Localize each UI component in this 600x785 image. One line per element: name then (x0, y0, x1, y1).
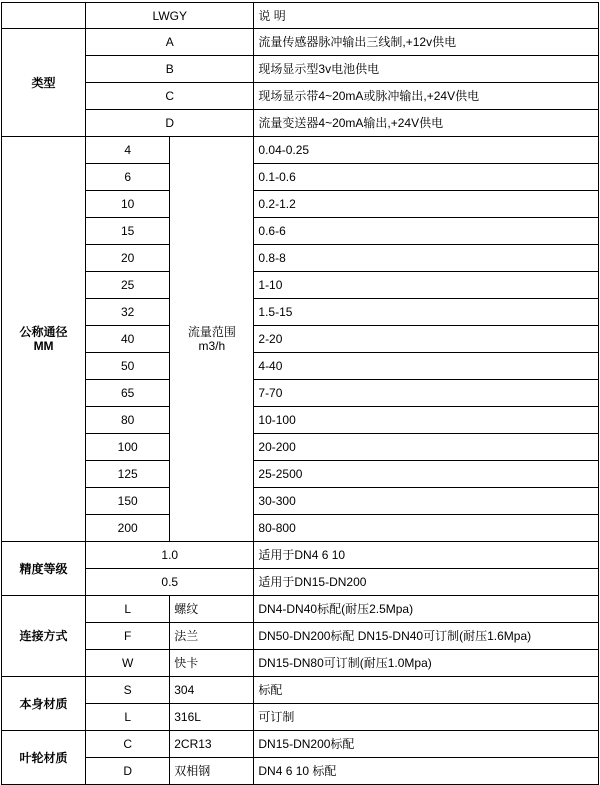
row-desc: 标配 (254, 677, 599, 704)
row-desc: 80-800 (254, 515, 599, 542)
row-code: 125 (86, 461, 170, 488)
row-code: 40 (86, 326, 170, 353)
table-row (2, 758, 599, 785)
specification-table (1, 2, 599, 785)
table-row (2, 326, 599, 353)
row-code: C (86, 731, 170, 758)
table-row (2, 218, 599, 245)
row-mid: 304 (170, 677, 254, 704)
row-code: L (86, 596, 170, 623)
row-desc: 0.1-0.6 (254, 164, 599, 191)
row-desc: DN50-DN200标配 DN15-DN40可订制(耐压1.6Mpa) (254, 623, 599, 650)
section-label-connection: 连接方式 (2, 596, 86, 677)
section-middle-label-flow-range (170, 137, 254, 542)
table-row (2, 245, 599, 272)
row-code: B (86, 56, 254, 83)
row-desc: DN15-DN200标配 (254, 731, 599, 758)
table-row (2, 488, 599, 515)
row-code: C (86, 83, 254, 110)
row-mid: 316L (170, 704, 254, 731)
row-desc: 2-20 (254, 326, 599, 353)
flow-range-line1: 流量范围 (187, 325, 236, 339)
table-row (2, 677, 599, 704)
header-description-cell: 说 明 (254, 3, 599, 29)
row-code: S (86, 677, 170, 704)
table-row (2, 137, 599, 164)
row-desc: 20-200 (254, 434, 599, 461)
row-desc: 25-2500 (254, 461, 599, 488)
row-code: 25 (86, 272, 170, 299)
row-code: W (86, 650, 170, 677)
row-mid: 快卡 (170, 650, 254, 677)
table-header-row (2, 3, 599, 29)
table-row (2, 623, 599, 650)
table-row (2, 434, 599, 461)
table-row (2, 299, 599, 326)
row-mid: 法兰 (170, 623, 254, 650)
row-desc: 0.2-1.2 (254, 191, 599, 218)
row-desc: 适用于DN4 6 10 (254, 542, 599, 569)
row-code: 4 (86, 137, 170, 164)
section-label-line2: MM (33, 339, 54, 353)
row-desc: 流量变送器4~20mA输出,+24V供电 (254, 110, 599, 137)
section-label-line1: 公称通径 (19, 325, 68, 339)
table-row (2, 164, 599, 191)
row-code: 20 (86, 245, 170, 272)
row-code: F (86, 623, 170, 650)
table-row (2, 650, 599, 677)
row-code: A (86, 29, 254, 56)
row-desc: 0.04-0.25 (254, 137, 599, 164)
section-label-nominal-diameter (2, 137, 86, 542)
table-row (2, 407, 599, 434)
row-code: 80 (86, 407, 170, 434)
table-row (2, 272, 599, 299)
row-mid: 双相钢 (170, 758, 254, 785)
table-row (2, 461, 599, 488)
row-code: 10 (86, 191, 170, 218)
table-row (2, 542, 599, 569)
row-desc: 流量传感器脉冲输出三线制,+12v供电 (254, 29, 599, 56)
row-desc: 现场显示带4~20mA或脉冲输出,+24V供电 (254, 83, 599, 110)
row-desc: 0.6-6 (254, 218, 599, 245)
row-code: 50 (86, 353, 170, 380)
table-row (2, 596, 599, 623)
section-label-impeller-material: 叶轮材质 (2, 731, 86, 785)
header-blank-cell (2, 3, 86, 29)
row-code: 65 (86, 380, 170, 407)
table-row (2, 83, 599, 110)
row-desc: 现场显示型3v电池供电 (254, 56, 599, 83)
row-desc: 适用于DN15-DN200 (254, 569, 599, 596)
row-desc: 7-70 (254, 380, 599, 407)
table-row (2, 191, 599, 218)
section-label-accuracy: 精度等级 (2, 542, 86, 596)
flow-range-line2: m3/h (198, 339, 226, 353)
table-row (2, 731, 599, 758)
row-desc: 10-100 (254, 407, 599, 434)
row-code: 6 (86, 164, 170, 191)
row-desc: DN4-DN40标配(耐压2.5Mpa) (254, 596, 599, 623)
row-code: 0.5 (86, 569, 254, 596)
row-mid: 2CR13 (170, 731, 254, 758)
row-desc: DN15-DN80可订制(耐压1.0Mpa) (254, 650, 599, 677)
row-desc: 4-40 (254, 353, 599, 380)
row-code: 32 (86, 299, 170, 326)
row-desc: 1.5-15 (254, 299, 599, 326)
row-code: 1.0 (86, 542, 254, 569)
row-mid: 螺纹 (170, 596, 254, 623)
table-row (2, 56, 599, 83)
row-code: 100 (86, 434, 170, 461)
header-model-cell: LWGY (86, 3, 254, 29)
table-row (2, 29, 599, 56)
row-code: L (86, 704, 170, 731)
row-code: 15 (86, 218, 170, 245)
section-label-body-material: 本身材质 (2, 677, 86, 731)
table-row (2, 569, 599, 596)
row-code: D (86, 110, 254, 137)
row-desc: DN4 6 10 标配 (254, 758, 599, 785)
table-row (2, 110, 599, 137)
table-row (2, 380, 599, 407)
row-code: 200 (86, 515, 170, 542)
section-label-type: 类型 (2, 29, 86, 137)
row-desc: 1-10 (254, 272, 599, 299)
row-desc: 30-300 (254, 488, 599, 515)
table-row (2, 704, 599, 731)
table-row (2, 515, 599, 542)
row-code: 150 (86, 488, 170, 515)
table-row (2, 353, 599, 380)
row-code: D (86, 758, 170, 785)
row-desc: 可订制 (254, 704, 599, 731)
row-desc: 0.8-8 (254, 245, 599, 272)
